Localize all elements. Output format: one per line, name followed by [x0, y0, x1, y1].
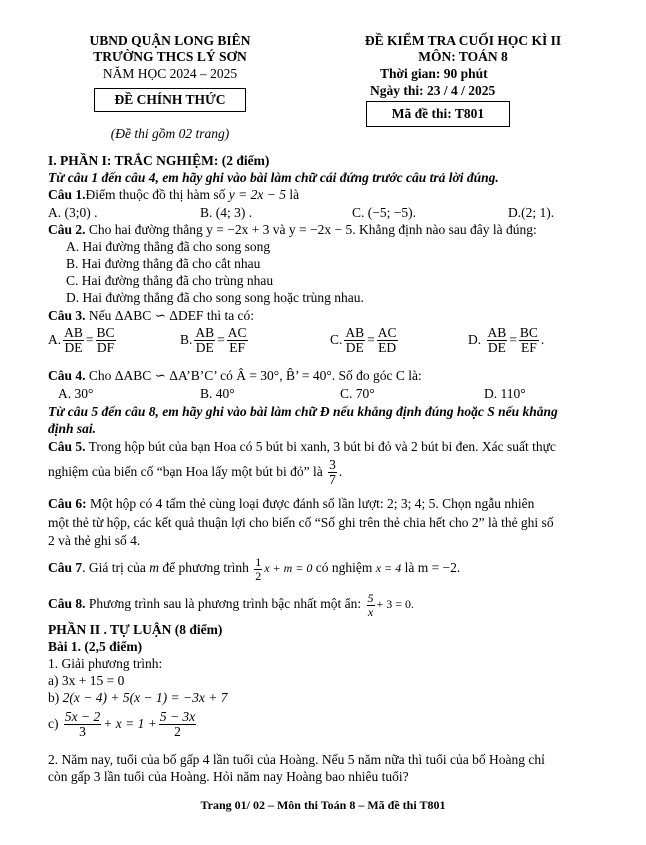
question-3-label: Câu 3. — [48, 308, 86, 323]
question-4-option-c: C. 70° — [340, 386, 375, 401]
question-4-text: Cho ΔABC ∽ ΔA’B’C’ có Â = 30°, B̂’ = 40°. Số đo góc C là: — [88, 368, 422, 383]
question-6-label: Câu 6: — [48, 496, 87, 511]
question-8-label: Câu 8. — [48, 596, 86, 612]
part1-instruction: Từ câu 1 đến câu 4, em hãy ghi vào bài làm chữ cái đứng trước câu trả lời đúng. — [48, 170, 499, 185]
page-footer: Trang 01/ 02 – Môn thi Toán 8 – Mã đề thi T801 — [200, 798, 446, 812]
pages-note: (Đề thi gồm 02 trang) — [110, 126, 230, 141]
question-7-root: x = 4 — [375, 561, 402, 576]
question-4 — [48, 368, 422, 384]
item-label: b) — [48, 690, 60, 705]
option-letter: A. — [48, 331, 62, 347]
fraction-numerator: AB — [195, 325, 215, 340]
question-5-text: Trong hộp bút của bạn Hoa có 5 bút bi xanh, 3 bút bi đỏ và 2 bút bi đen. Xác suất thực — [88, 439, 556, 454]
exercise-1-b-equation: 2(x − 4) + 5(x − 1) = −3x + 7 — [62, 690, 228, 705]
question-3 — [48, 308, 254, 324]
question-5-cont: nghiệm của biến cố “bạn Hoa lấy một bút bi đỏ” là $\frac{3}{7}$ . — [48, 457, 343, 488]
option-letter: C. — [330, 331, 343, 347]
fraction-numerator: 5 − 3x — [159, 709, 196, 724]
option-end: . — [540, 331, 545, 347]
fraction-numerator: AB — [487, 325, 507, 340]
question-2-option-a: A. Hai đường thẳng đã cho song song — [66, 239, 271, 254]
question-4-option-d: D. 110° — [484, 386, 526, 401]
fraction-denominator: ED — [378, 340, 397, 356]
fraction-numerator: 1 — [255, 555, 262, 569]
exercise-1-title: Bài 1. (2,5 điểm) — [48, 639, 143, 654]
exam-date: Ngày thi: 23 / 4 / 2025 — [370, 83, 496, 98]
question-2-option-c: C. Hai đường thẳng đã cho trùng nhau — [66, 273, 274, 288]
fraction-denominator: DE — [64, 340, 83, 356]
option-letter: D. — [468, 331, 482, 347]
question-1-option-d: D.(2; 1). — [508, 205, 555, 220]
fraction-denominator: 2 — [255, 568, 262, 583]
part1-title: I. PHẦN I: TRẮC NGHIỆM: (2 điểm) — [48, 153, 270, 168]
question-5-label: Câu 5. — [48, 439, 86, 454]
exercise-1-c — [48, 710, 198, 739]
question-7-text-4: là m = −2. — [404, 560, 461, 576]
part1-instruction-2: Từ câu 5 đến câu 8, em hãy ghi vào bài làm chữ Đ nếu khẳng định đúng hoặc S nếu khẳng — [48, 404, 558, 419]
fraction-denominator: DF — [96, 340, 115, 356]
question-3-option-d: D. $\frac{AB}{DE}$ = $\frac{BC}{EF}$ . — [468, 325, 545, 356]
question-4-label: Câu 4. — [48, 368, 86, 383]
question-1 — [48, 187, 299, 203]
exercise-1-c-middle: + x = 1 + — [103, 715, 157, 731]
question-2-option-b: B. Hai đường thẳng đã cho cắt nhau — [66, 256, 261, 271]
question-2-label: Câu 2. — [48, 222, 86, 237]
exam-code: Mã đề thi: T801 — [366, 101, 510, 127]
question-1-text: Điểm thuộc đồ thị hàm số — [85, 187, 226, 202]
variable-m: m — [149, 560, 159, 576]
fraction-numerator: 3 — [329, 457, 336, 472]
exercise-1-a: a) 3x + 15 = 0 — [48, 673, 125, 688]
fraction-denominator: DE — [345, 340, 364, 356]
exercise-1-part-2: 2. Năm nay, tuổi của bố gấp 4 lần tuổi của Hoàng. Nếu 5 năm nữa thì tuổi của bố Hoàng chỉ — [48, 752, 545, 767]
fraction-denominator: 7 — [329, 472, 336, 488]
question-2-option-d: D. Hai đường thẳng đã cho song song hoặc trùng nhau. — [66, 290, 364, 305]
fraction-numerator: 5 — [367, 591, 374, 605]
question-8-text: Phương trình sau là phương trình bậc nhất một ẩn: — [88, 596, 362, 612]
question-1-end: là — [289, 187, 300, 202]
question-7-text-3: có nghiệm — [315, 560, 373, 576]
fraction-denominator: 2 — [174, 724, 181, 740]
question-2 — [48, 222, 537, 238]
header-department: UBND QUẬN LONG BIÊN — [89, 33, 251, 48]
exam-duration: Thời gian: 90 phút — [380, 66, 488, 81]
fraction-denominator: EF — [229, 340, 246, 356]
part2-title: PHẦN II . TỰ LUẬN (8 điểm) — [48, 622, 223, 637]
question-3-option-b: B. $\frac{AB}{DE}$ = $\frac{AC}{EF}$ — [180, 325, 247, 356]
item-label: c) — [48, 715, 59, 731]
fraction-numerator: AC — [227, 325, 247, 340]
question-1-function: y = 2x − 5 — [228, 187, 286, 202]
fraction-numerator: AC — [377, 325, 397, 340]
question-2-text: Cho hai đường thẳng y = −2x + 3 và y = −2x − 5. Khẳng định nào sau đây là đúng: — [88, 222, 537, 237]
header-school: TRƯỜNG THCS LÝ SƠN — [93, 49, 247, 64]
question-3-option-a: A. $\frac{AB}{DE}$ = $\frac{BC}{DF}$ — [48, 325, 115, 356]
fraction-numerator: BC — [519, 325, 538, 340]
question-7 — [48, 556, 460, 582]
option-letter: B. — [180, 331, 193, 347]
official-label: ĐỀ CHÍNH THỨC — [94, 88, 246, 112]
question-3-option-c: C. $\frac{AB}{DE}$ = $\frac{AC}{ED}$ — [330, 325, 397, 356]
question-5 — [48, 439, 556, 455]
question-6-text-1: Một hộp có 4 tấm thẻ cùng loại được đánh số lần lượt: 2; 3; 4; 5. Chọn ngẫu nhiên — [90, 496, 535, 511]
fraction-numerator: AB — [345, 325, 365, 340]
question-7-text-1: . Giá trị của — [82, 560, 146, 576]
question-8 — [48, 592, 414, 618]
exercise-1-part-1: 1. Giải phương trình: — [48, 656, 163, 671]
fraction-denominator: 3 — [79, 724, 86, 740]
question-1-option-b: B. (4; 3) . — [200, 205, 253, 220]
question-7-equation: x + m = 0 — [264, 561, 313, 576]
fraction-denominator: x — [367, 604, 374, 619]
exam-subject: MÔN: TOÁN 8 — [418, 49, 508, 64]
question-1-option-c: C. (−5; −5). — [352, 205, 416, 220]
question-3-text: Nếu ΔABC ∽ ΔDEF thì ta có: — [88, 308, 255, 323]
question-7-label: Câu 7 — [48, 560, 83, 576]
question-4-option-b: B. 40° — [200, 386, 235, 401]
question-6-text-3: 2 và thẻ ghi số 4. — [48, 533, 141, 548]
question-5-text-2: nghiệm của biến cố “bạn Hoa lấy một bút bi đỏ” là — [48, 463, 323, 479]
question-6 — [48, 496, 534, 512]
question-1-option-a: A. (3;0) . — [48, 205, 98, 220]
header-school-year: NĂM HỌC 2024 – 2025 — [102, 66, 238, 81]
fraction-denominator: DE — [487, 340, 506, 356]
fraction-numerator: 5x − 2 — [64, 709, 101, 724]
question-6-text-2: một thẻ từ hộp, các kết quả thuận lợi cho biến cố “Số ghi trên thẻ chia hết cho 2” là thẻ ghi số — [48, 515, 554, 530]
fraction-numerator: BC — [96, 325, 115, 340]
exam-title: ĐỀ KIỂM TRA CUỐI HỌC KÌ II — [364, 33, 562, 48]
fraction-numerator: AB — [64, 325, 83, 340]
exercise-1-b — [48, 690, 228, 706]
question-4-option-a: A. 30° — [58, 386, 94, 401]
exercise-1-part-2-cont: còn gấp 3 lần tuổi của Hoàng. Hỏi năm nay Hoàng bao nhiêu tuổi? — [48, 769, 409, 784]
fraction-denominator: DE — [195, 340, 214, 356]
question-8-equation: + 3 = 0. — [376, 597, 415, 612]
question-7-text-2: để phương trình — [162, 560, 249, 576]
question-1-label: Câu 1. — [48, 187, 86, 202]
fraction-denominator: EF — [521, 340, 537, 356]
part1-instruction-2-cont: định sai. — [48, 421, 97, 436]
